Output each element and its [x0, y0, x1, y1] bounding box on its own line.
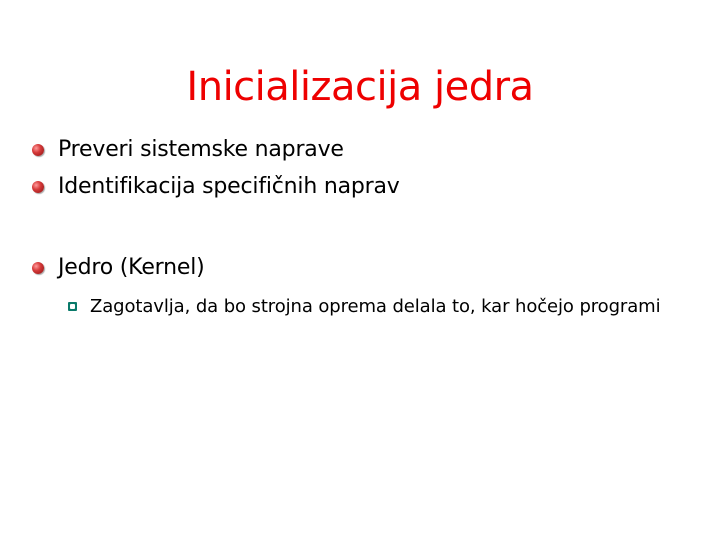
red-ball-bullet-icon	[32, 262, 44, 274]
red-ball-bullet-icon	[32, 181, 44, 193]
bullet-item	[32, 171, 400, 203]
red-ball-bullet-icon	[32, 144, 44, 156]
sub-bullet-item	[68, 294, 688, 320]
bullet-text: Jedro (Kernel)	[58, 255, 205, 280]
sub-bullet-text: Zagotavlja, da bo strojna oprema delala to, kar hočejo programi	[90, 296, 661, 317]
bullet-text: Preveri sistemske naprave	[58, 137, 344, 162]
slide-title: Inicializacija jedra	[186, 64, 534, 110]
square-subbullet-icon	[68, 302, 77, 311]
bullet-item	[32, 252, 204, 284]
bullet-item	[32, 134, 344, 166]
bullet-text: Identifikacija specifičnih naprav	[58, 174, 400, 199]
